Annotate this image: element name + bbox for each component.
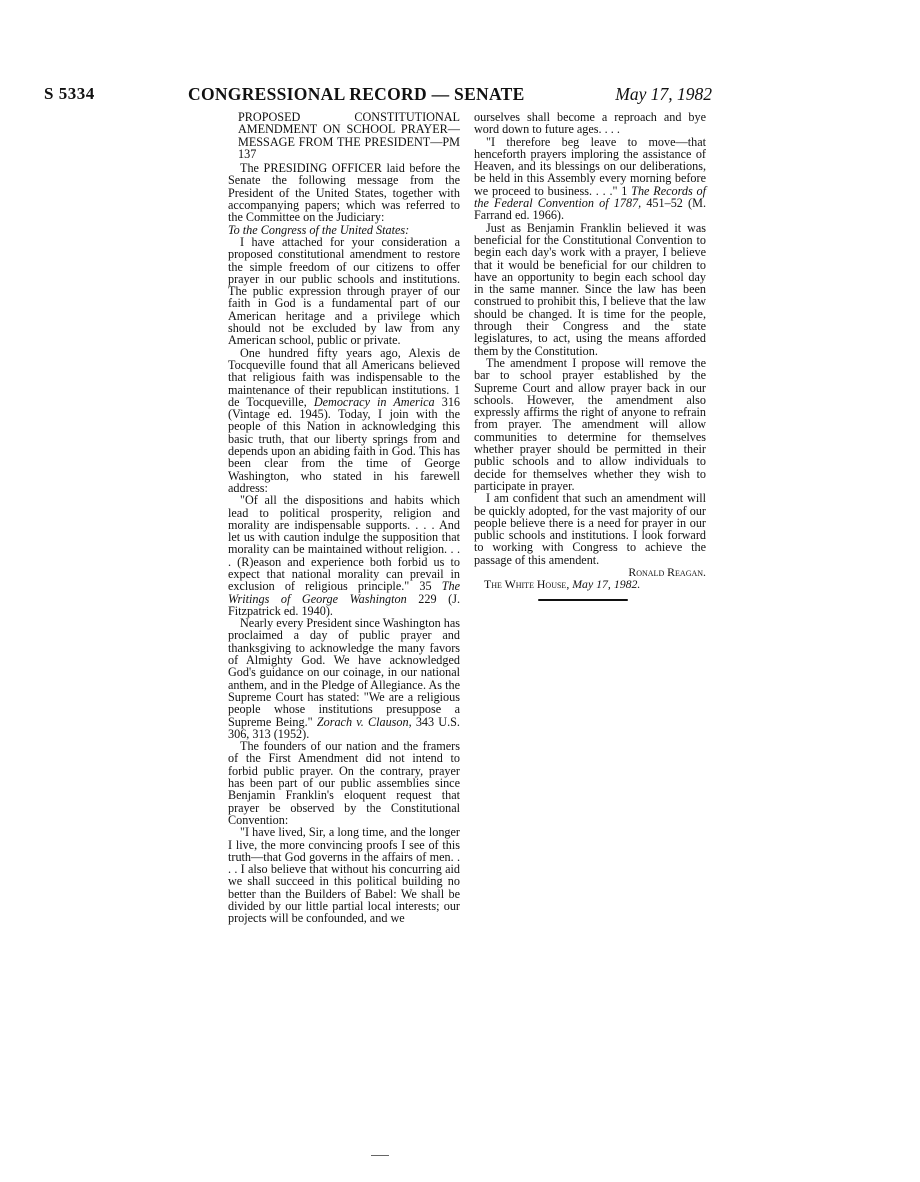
- paragraph-5: The founders of our nation and the framers of the First Amendment did not intend to forbid public prayer. On the contrary, prayer has been part of our public assemblies since Benjamin Franklin's eloquent request that prayer be observed by the Constitutional Convention:: [228, 739, 460, 827]
- salutation: To the Congress of the United States:: [228, 222, 410, 237]
- paragraph-8: Just as Benjamin Franklin believed it was beneficial for the Constitutional Convention to begin each day's work with a prayer, I believe that it would be beneficial for our children to have an opportunity to begin each school day in the same manner. Since the law has been construed to prohibit this, I believe that the law should be changed. It is time for the people, through their Congress and the state legislatures, to act, using the means afforded them by the Constitution.: [474, 220, 706, 358]
- signature: Ronald Reagan.: [628, 564, 706, 579]
- paragraph-7-quote: "I therefore beg leave to move—that henceforth prayers imploring the assistance of Heaven, and its blessings on our deliberations, be held in this Assembly every morning before we proceed to business. . . ." 1 The Records of the Federal Convention of 1787, 451–52 (M. Farrand ed. 1966).: [474, 134, 707, 223]
- paragraph-6-quote: "I have lived, Sir, a long time, and the longer I live, the more convincing proofs I see of this truth—that God governs in the affairs of men. . . . I also believe that without his concurring aid we shall succeed in this political building no better than the Builders of Babel: We shall be divided by our little partial local interests; our projects will be confounded, and we: [228, 825, 460, 926]
- intro-paragraph: The PRESIDING OFFICER laid before the Senate the following message from the President of the United States, together with accompanying papers; which was referred to the Committee on the Judiciary:: [228, 161, 460, 225]
- paragraph-9: The amendment I propose will remove the bar to school prayer established by the Supreme Court and allow prayer back in our schools. However, the amendment also expressly affirms the right of anyone to refrain from prayer. The amendment will allow communities to determine for themselves whether prayer should be permitted in their public schools and to allow individuals to decide for themselves whether they wish to participate in prayer.: [474, 355, 706, 493]
- paragraph-3-quote: "Of all the dispositions and habits which lead to political prosperity, religion and morality are indispensable supports. . . . And let us with caution indulge the supposition that morality can be maintained without religion. . . . (R)eason and experience both forbid us to expect that national morality can prevail in exclusion of religious principle." 35 The Writings of George Washington 229 (J. Fitzpatrick ed. 1940).: [228, 493, 460, 618]
- publication-date: May 17, 1982: [615, 84, 712, 104]
- paragraph-4: Nearly every President since Washington has proclaimed a day of public prayer and thanksgiving to acknowledge the many favors of Almighty God. We have acknowledged God's guidance on our coinage, in our national anthem, and in the Pledge of Allegiance. As the Supreme Court has stated: "We are a religious people whose institutions presuppose a Supreme Being." Zorach v. Clauson, 343 U.S. 306, 313 (1952).: [228, 616, 460, 741]
- paragraph-1: I have attached for your consideration a proposed constitutional amendment to restore the simple freedom of our citizens to offer prayer in our public schools and institutions. The public expression through prayer of our faith in God is a fundamental part of our American heritage and a privilege which should not be excluded by law from any American school, public or private.: [228, 234, 460, 348]
- footer-mark: [371, 1155, 389, 1156]
- white-house-dateline: The White House, May 17, 1982.: [484, 577, 641, 592]
- paragraph-10: I am confident that such an amendment will be quickly adopted, for the vast majority of our people believe there is a need for prayer in our public schools and institutions. I look forward to working with Congress to achieve the passage of this amendent.: [474, 491, 706, 567]
- article-heading: PROPOSED CONSTITUTIONAL AMENDMENT ON SCHOOL PRAYER—MESSAGE FROM THE PRESIDENT—PM 137: [238, 110, 460, 161]
- paragraph-2: One hundred fifty years ago, Alexis de Tocqueville found that all Americans believed that religious faith was indispensable to the maintenance of their republican institutions. 1 de Tocqueville, Democracy in America 316 (Vintage ed. 1945). Today, I join with the people of this Nation in acknowledging this basic truth, that our liberty springs from and depends upon an abiding faith in God. This has been clear from the time of George Washington, who stated in his farewell address:: [228, 345, 460, 495]
- right-column: [474, 111, 706, 591]
- section-divider: [538, 599, 628, 601]
- publication-title: CONGRESSIONAL RECORD — SENATE: [188, 84, 525, 104]
- left-column: [228, 111, 460, 925]
- page-number: S 5334: [44, 84, 95, 103]
- paragraph-6-continued: ourselves shall become a reproach and bye word down to future ages. . . .: [474, 110, 706, 137]
